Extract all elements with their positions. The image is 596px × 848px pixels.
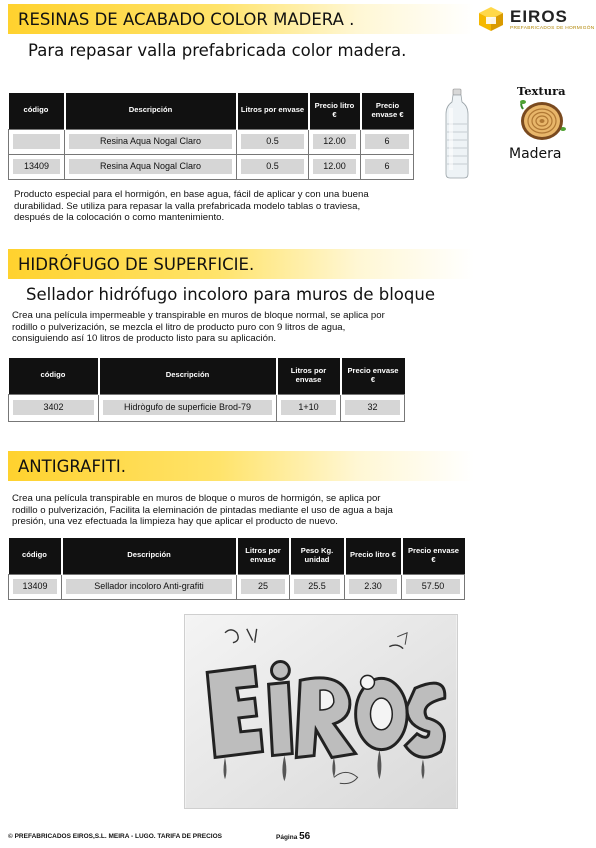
column-header: Descripción [65,93,237,129]
texture-word: Madera [509,146,562,162]
code-cell: 13409 [13,159,60,174]
section-subtitle-resinas: Para repasar valla prefabricada color madera. [28,41,407,60]
column-header: Descripción [62,538,237,574]
description-hidrofugo: Crea una película impermeable y transpirable en muros de bloque normal, se aplica por rodillo o pulverización, se mezcla el litro de producto puro con 9 litros de agua, consiguiendo así 10 litros de producto listo para su aplicación. [12,310,385,344]
texture-badge [505,82,585,172]
column-header: Litros por envase [237,538,290,574]
price-package-cell: 6 [365,159,409,174]
code-cell: 3402 [13,400,94,415]
liters-cell: 0.5 [241,134,304,149]
section-banner-hidrofugo: HIDRÓFUGO DE SUPERFICIE. [8,249,474,279]
column-header: Descripción [99,358,277,394]
price-table-hidrofugo [8,358,405,422]
column-header: Litros por envase [277,358,341,394]
liters-cell: 1+10 [281,400,336,415]
page-label: Página [276,834,298,841]
texture-title: Textura [517,84,566,98]
page-number-value: 56 [299,831,311,842]
liters-cell: 25 [241,579,285,594]
description-cell: Resina Aqua Nogal Claro [69,134,232,149]
eiros-logo-icon [478,6,504,32]
column-header: código [9,538,62,574]
description-antigrafiti: Crea una película transpirable en muros de bloque o muros de hormigón, se aplica por rodillo o pulverización, Facilita la eleminación de pintadas mediante el uso de agua a baja presión, una vez efectuada la limpieza hay que aplicar el producto de nuevo. [12,493,393,527]
price-package-cell: 32 [345,400,400,415]
column-header: código [9,93,65,129]
graffiti-wall-image [184,614,458,809]
column-header: Precio litro € [345,538,402,574]
price-table-resinas [8,93,414,180]
code-cell [13,134,60,149]
table-row [9,154,414,179]
weight-cell: 25.5 [294,579,340,594]
column-header: Precio envase € [341,358,405,394]
water-bottle-image [441,88,473,180]
price-liter-cell: 2.30 [349,579,397,594]
table-row [9,129,414,154]
page-number [276,831,310,842]
logo-tagline: PREFABRICADOS DE HORMIGÓN [510,26,595,31]
price-liter-cell: 12.00 [313,134,356,149]
column-header: Precio envase € [402,538,465,574]
description-cell: Hidrògufo de superficie Brod-79 [103,400,272,415]
description-resinas: Producto especial para el hormigón, en base agua, fácil de aplicar y con una buena durabilidad. Se utiliza para repasar la valla prefabricada modelo tablas o traviesa, después de la colocación o como mantenimiento. [14,189,369,223]
table-row [9,394,405,421]
section-banner-antigrafiti: ANTIGRAFITI. [8,451,474,481]
column-header: Precio litro € [309,93,361,129]
column-header: Precio envase € [361,93,414,129]
logo-name: EIROS [510,7,568,26]
description-cell: Resina Aqua Nogal Claro [69,159,232,174]
price-package-cell: 6 [365,134,409,149]
price-liter-cell: 12.00 [313,159,356,174]
section-banner-resinas: RESINAS DE ACABADO COLOR MADERA . [8,4,474,34]
wood-log-icon [517,99,567,143]
price-table-antigrafiti [8,538,465,600]
table-row [9,574,465,599]
column-header: Peso Kg. unidad [290,538,345,574]
price-package-cell: 57.50 [406,579,460,594]
eiros-logo [478,6,594,34]
section-subtitle-hidrofugo: Sellador hidrófugo incoloro para muros de bloque [26,285,435,304]
column-header: código [9,358,99,394]
code-cell: 13409 [13,579,57,594]
liters-cell: 0.5 [241,159,304,174]
column-header: Litros por envase [237,93,309,129]
footer-text: © PREFABRICADOS EIROS,S.L. MEIRA - LUGO. TARIFA DE PRECIOS [8,833,223,840]
description-cell: Sellador incoloro Anti-grafiti [66,579,232,594]
